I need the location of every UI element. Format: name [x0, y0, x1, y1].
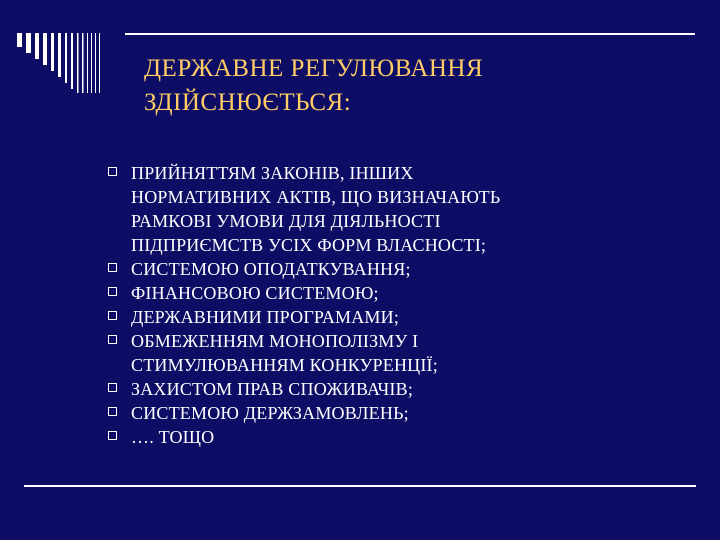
title-line-1: ДЕРЖАВНЕ РЕГУЛЮВАННЯ [144, 55, 484, 82]
top-divider [125, 33, 695, 35]
list-item-text: ОБМЕЖЕННЯМ МОНОПОЛІЗМУ І СТИМУЛЮВАННЯМ КОНКУРЕНЦІЇ; [131, 331, 438, 375]
list-item-text: ДЕРЖАВНИМИ ПРОГРАМАМИ; [131, 307, 400, 327]
bottom-divider [24, 485, 696, 487]
list-item-text: ФІНАНСОВОЮ СИСТЕМОЮ; [131, 283, 379, 303]
list-item [108, 281, 668, 305]
hollow-square-icon [108, 167, 117, 176]
hollow-square-icon [108, 407, 117, 416]
list-item [108, 401, 668, 425]
list-item [108, 377, 668, 401]
list-item-text: СИСТЕМОЮ ОПОДАТКУВАННЯ; [131, 259, 411, 279]
list-item [108, 161, 668, 257]
list-item [108, 329, 668, 377]
hollow-square-icon [108, 287, 117, 296]
hollow-square-icon [108, 263, 117, 272]
list-item-text: ЗАХИСТОМ ПРАВ СПОЖИВАЧІВ; [131, 379, 414, 399]
list-item [108, 305, 668, 329]
list-item-text: СИСТЕМОЮ ДЕРЖЗАМОВЛЕНЬ; [131, 403, 409, 423]
title-line-2: ЗДІЙСНЮЄТЬСЯ: [144, 89, 352, 116]
slide-title [144, 52, 684, 120]
hollow-square-icon [108, 431, 117, 440]
list-item-text: …. ТОЩО [131, 427, 215, 447]
hollow-square-icon [108, 311, 117, 320]
list-item [108, 425, 668, 449]
vertical-stripes-icon [17, 33, 127, 93]
list-item [108, 257, 668, 281]
hollow-square-icon [108, 383, 117, 392]
bullet-list [108, 161, 668, 449]
list-item-text: ПРИЙНЯТТЯМ ЗАКОНІВ, ІНШИХ НОРМАТИВНИХ АКТІВ, ЩО ВИЗНАЧАЮТЬ РАМКОВІ УМОВИ ДЛЯ ДІЯЛЬНОСТІ ПІДПРИЄМСТВ УСІХ ФОРМ ВЛАСНОСТІ; [131, 163, 501, 255]
hollow-square-icon [108, 335, 117, 344]
